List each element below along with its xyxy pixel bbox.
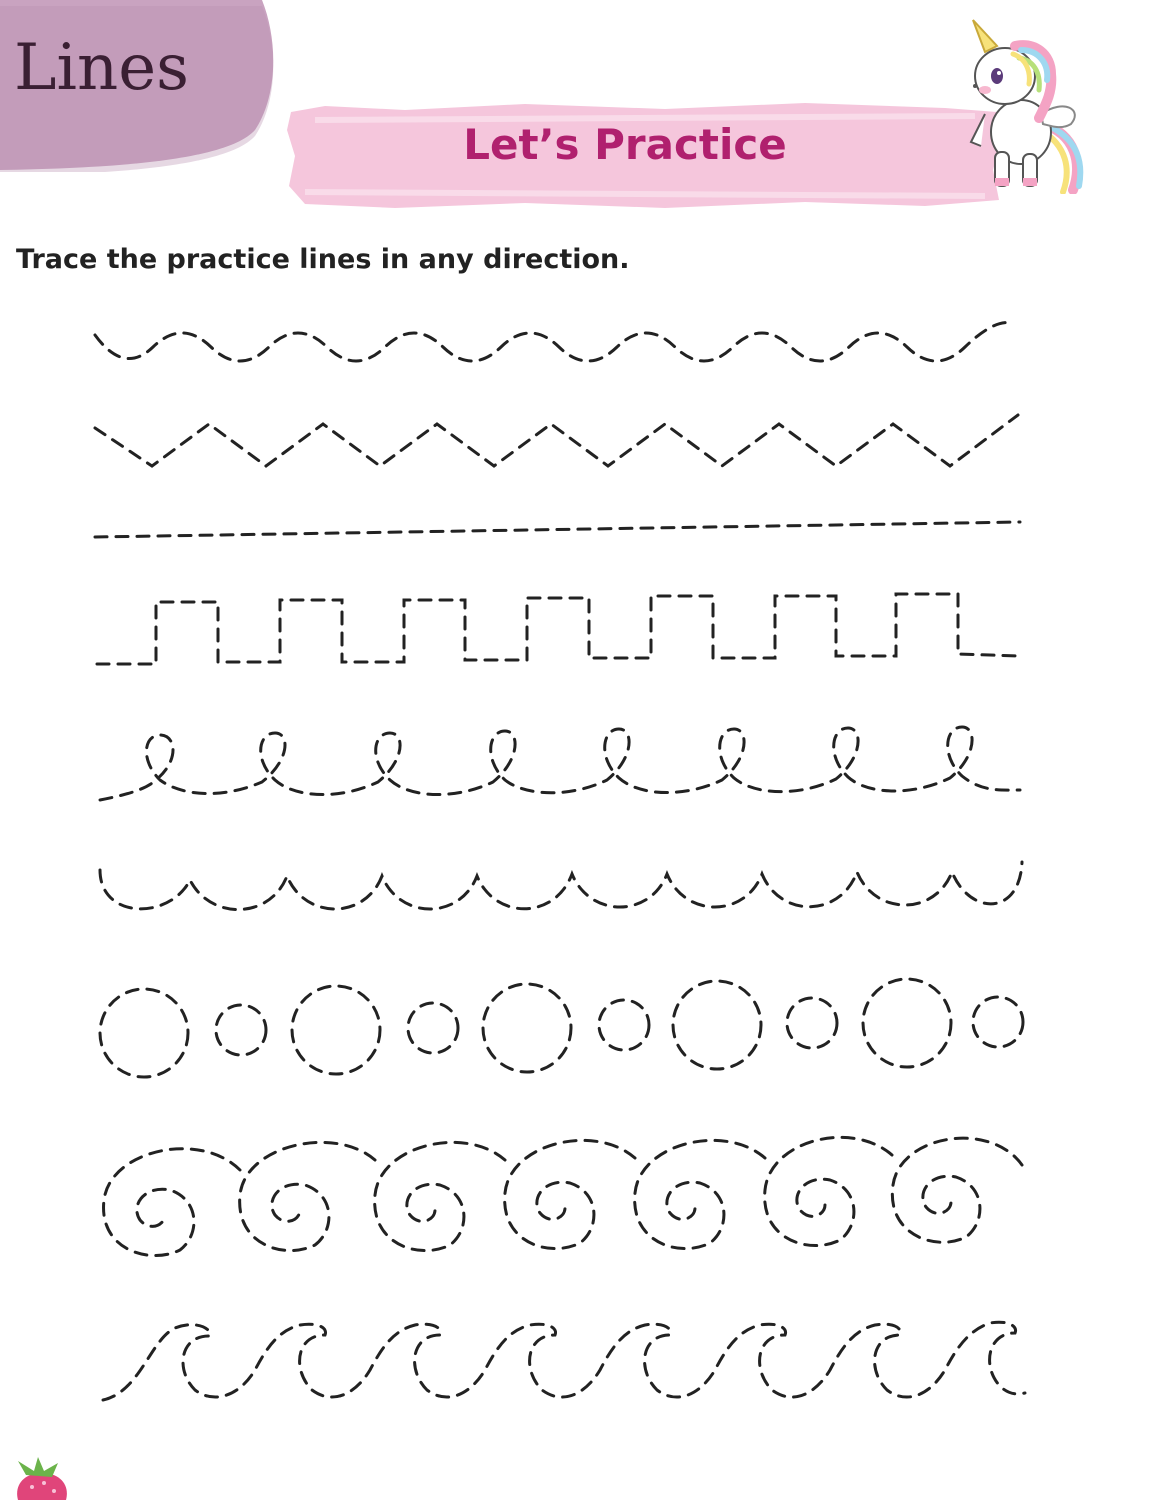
unicorn-icon <box>955 14 1095 194</box>
trace-loops-line <box>100 727 1020 800</box>
trace-circles-row <box>100 979 1023 1077</box>
section-title: Lines <box>14 31 189 105</box>
trace-ocean-waves-line <box>103 1322 1025 1400</box>
instruction-text: Trace the practice lines in any direction. <box>16 244 630 275</box>
trace-zigzag-line <box>95 415 1018 466</box>
tracing-area <box>0 300 1157 1440</box>
trace-wave-line <box>95 323 1012 362</box>
trace-spirals-row <box>104 1137 1022 1255</box>
strawberry-icon <box>8 1455 68 1500</box>
trace-square-wave-line <box>97 594 1020 664</box>
trace-arches-line <box>100 862 1022 910</box>
banner-title: Let’s Practice <box>463 120 787 169</box>
trace-straight-line <box>95 522 1020 537</box>
